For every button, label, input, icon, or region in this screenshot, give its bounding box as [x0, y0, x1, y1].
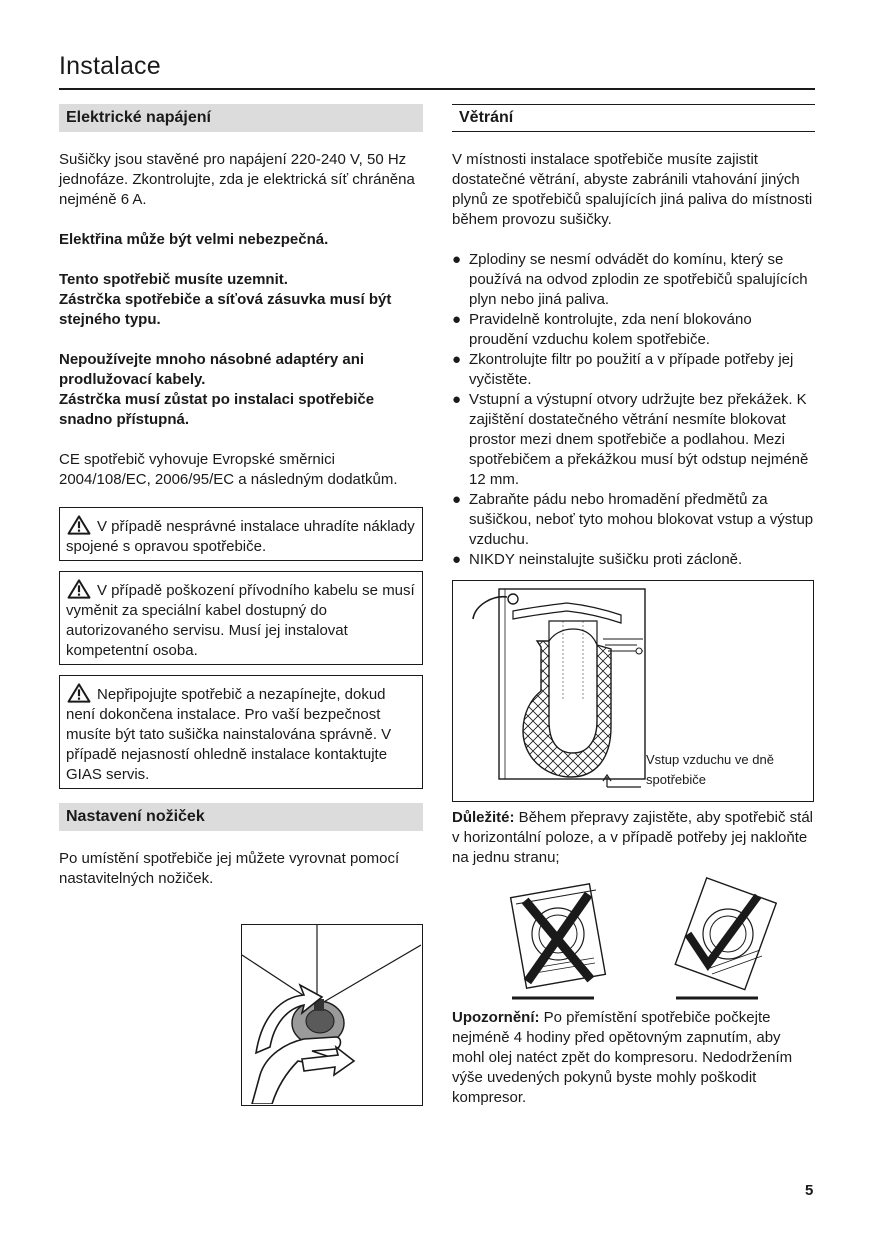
- left-column: [59, 104, 423, 889]
- list-item: ● Zabraňte pádu nebo hromadění předmětů za sušičkou, neboť tyto mohou blokovat vstup a výstup vzduchu.: [452, 491, 814, 548]
- warning-triangle-icon: [66, 579, 92, 599]
- important-label: Důležité:: [452, 809, 515, 826]
- warning-box-connection: [59, 675, 423, 789]
- ce-compliance-text: CE spotřebič vyhovuje Evropské směrnici 2004/108/EC, 2006/95/EC a následným dodatkům.: [59, 451, 398, 488]
- title-rule: [59, 88, 815, 90]
- air-inlet-figure: [452, 580, 814, 802]
- warning-box-installation: [59, 507, 423, 561]
- right-column: [452, 104, 815, 1106]
- air-inlet-caption: Vstup vzduchu ve dně spotřebiče: [646, 752, 774, 787]
- list-item: ● NIKDY neinstalujte sušičku proti zácloně.: [452, 551, 743, 568]
- electrical-supply-text: Sušičky jsou stavěné pro napájení 220-240 V, 50 Hz jednofáze. Zkontrolujte, zda je elektrická síť chráněna nejméně 6 A.: [59, 151, 415, 208]
- wrong-transport-illustration: [498, 876, 610, 1000]
- list-item: ● Pravidelně kontrolujte, zda není blokováno proudění vzduchu kolem spotřebiče.: [452, 311, 752, 348]
- warning-triangle-icon: [66, 683, 92, 703]
- caution-text: Po přemístění spotřebiče počkejte nejméně 4 hodiny před opětovným zapnutím, aby mohl olej natéct zpět do kompresoru. Nedodržením výše uvedených pokynů byste mohly poškodit kompresor.: [452, 1009, 793, 1106]
- warning-box-cable: [59, 571, 423, 665]
- list-item: ● Zkontrolujte filtr po použití a v případe potřeby jej vyčistěte.: [452, 351, 794, 388]
- caution-note: [452, 1008, 814, 1108]
- feet-adjustment-figure: [241, 924, 423, 1106]
- important-text: Během přepravy zajistěte, aby spotřebič stál v horizontální poloze, a v případě potřeby jej nakloňte na jednu stranu;: [452, 809, 813, 866]
- page-number: 5: [805, 1182, 814, 1199]
- dryer-rear-view-illustration: [453, 581, 653, 800]
- electrical-heading: Elektrické napájení: [59, 104, 423, 132]
- ventilation-bullet-list: [452, 250, 815, 570]
- warning-text: Nepřipojujte spotřebič a nezapínejte, dokud není dokončena instalace. Pro vaší bezpečnost musíte být tato sušička nainstalována správně. V případě nejasností ohledně instalace kontaktujte GIAS servis.: [66, 686, 392, 783]
- ventilation-heading: Větrání: [452, 104, 815, 132]
- plug-access-text: Zástrčka musí zůstat po instalaci spotřebiče snadno přístupná.: [59, 391, 375, 428]
- electrical-danger-text: Elektřina může být velmi nebezpečná.: [59, 231, 329, 248]
- feet-adjustment-illustration: [242, 925, 421, 1104]
- feet-heading: Nastavení nožiček: [59, 803, 423, 831]
- important-note: [452, 808, 814, 868]
- warning-text: V případě nesprávné instalace uhradíte náklady spojené s opravou spotřebiče.: [66, 518, 415, 555]
- feet-text: Po umístění spotřebiče jej můžete vyrovnat pomocí nastavitelných nožiček.: [59, 850, 400, 887]
- correct-transport-illustration: [666, 876, 778, 1000]
- warning-text: V případě poškození přívodního kabelu se musí vyměnit za speciální kabel dostupný do autorizovaného servisu. Musí jej instalovat kompetentní osoba.: [66, 582, 415, 659]
- warning-triangle-icon: [66, 515, 92, 535]
- list-item: ● Vstupní a výstupní otvory udržujte bez překážek. K zajištění dostatečného větrání nesmíte blokovat prostor mezi dnem spotřebiče a podlahou. Mezi spotřebičem a překážkou musí být odstup nejméně 12 mm.: [452, 391, 809, 488]
- ventilation-intro-text: V místnosti instalace spotřebiče musíte zajistit dostatečné větrání, abyste zabránili vtahování jiných plynů ze spotřebičů spalujících jiná paliva do místnosti během provozu sušičky.: [452, 151, 813, 228]
- page-title: Instalace: [59, 52, 161, 80]
- earthing-text: Tento spotřebič musíte uzemnit.: [59, 271, 288, 288]
- plug-type-text: Zástrčka spotřebiče a síťová zásuvka musí být stejného typu.: [59, 291, 392, 328]
- adapters-text: Nepoužívejte mnoho násobné adaptéry ani prodlužovací kabely.: [59, 351, 365, 388]
- list-item: ● Zplodiny se nesmí odvádět do komínu, který se používá na odvod zplodin ze spotřebičů spalujících plyn nebo jiná paliva.: [452, 251, 808, 308]
- caution-label: Upozornění:: [452, 1009, 540, 1026]
